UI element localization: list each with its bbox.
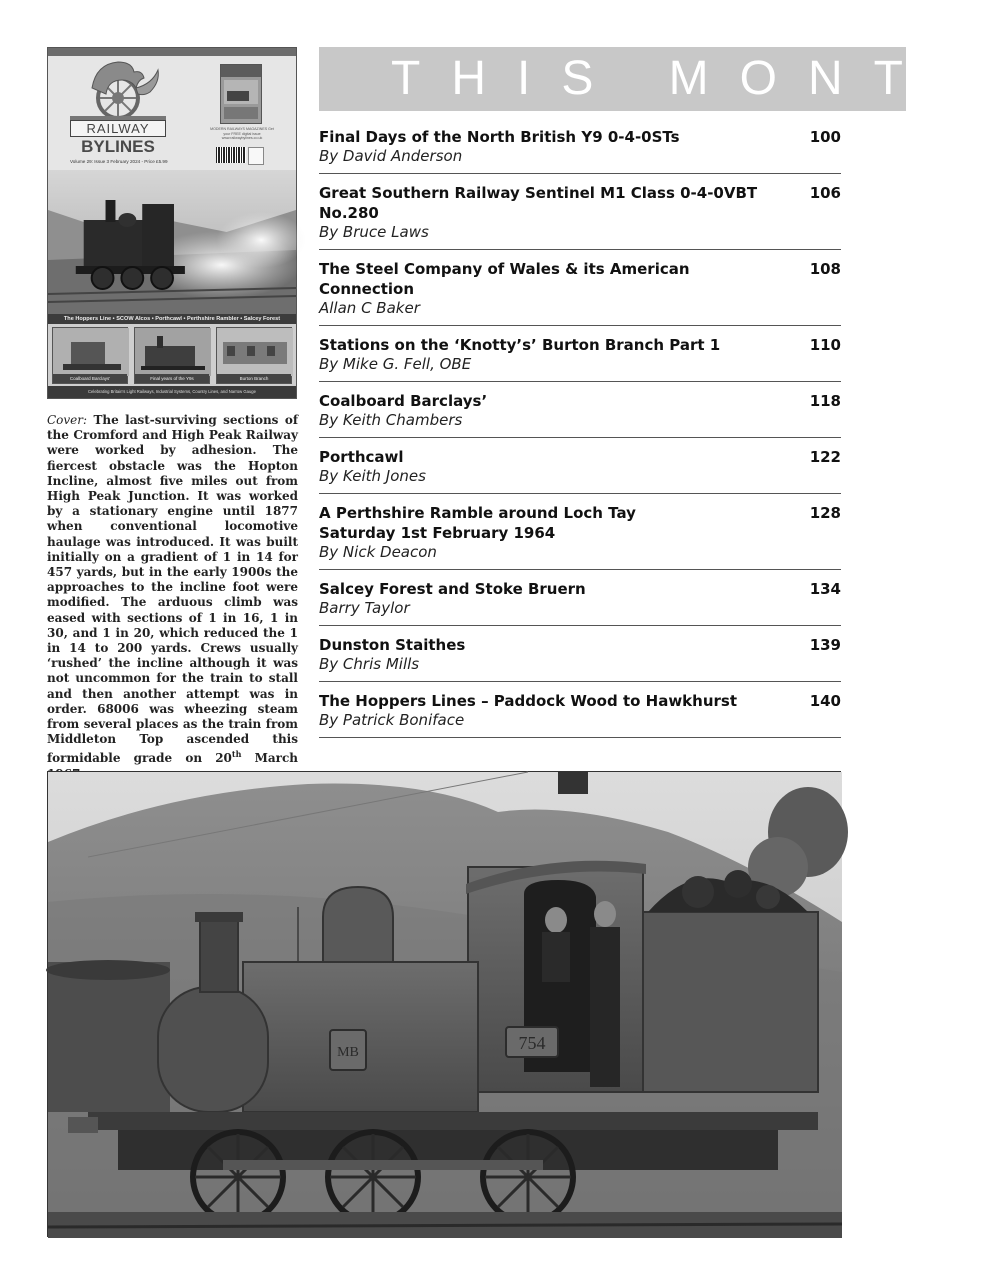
promo-text: MODERN RAILWAYS MAGAZINES Get your FREE digital issue www.railwaybylines.co.uk (210, 127, 274, 141)
cover-tagline: Celebrating Britain's Light Railways, Industrial Systems, Country Lines, and Narrow Gauge (48, 386, 296, 398)
article-author: By Keith Chambers (319, 411, 463, 429)
masthead-title: RAILWAY BYLINES (70, 120, 166, 156)
contents-entry[interactable] (319, 250, 841, 326)
article-author: By Mike G. Fell, OBE (319, 355, 472, 373)
cover-thumbnail: Burton Branch (216, 327, 292, 384)
cover-thumbnail: Final years of the Y9s (134, 327, 210, 384)
article-title: Coalboard Barclays’ (319, 392, 488, 410)
page-number: 122 (809, 448, 841, 466)
article-title: Porthcawl (319, 448, 404, 466)
lion-logo (62, 58, 172, 122)
article-title: Dunston Staithes (319, 636, 466, 654)
article-author: By Bruce Laws (319, 223, 429, 241)
cover-caption (47, 413, 298, 782)
contents-entry[interactable] (319, 682, 841, 738)
number-plate-text: 754 (518, 1033, 546, 1053)
contents-entry[interactable] (319, 626, 841, 682)
article-title: The Steel Company of Wales & its American Connection (319, 260, 690, 298)
contents-entry[interactable] (319, 118, 841, 174)
article-title: Salcey Forest and Stoke Bruern (319, 580, 586, 598)
contents-entry[interactable] (319, 174, 841, 250)
barcode (216, 147, 246, 163)
page-number: 118 (809, 392, 841, 410)
page-number: 110 (809, 336, 841, 354)
page-number: 140 (809, 692, 841, 710)
smokebox-plate-text: MB (337, 1045, 359, 1060)
page-number: 108 (809, 260, 841, 278)
contents-entry[interactable] (319, 382, 841, 438)
article-title: Great Southern Railway Sentinel M1 Class 0-4-0VBT No.280 (319, 184, 758, 222)
page-number: 100 (809, 128, 841, 146)
cover-thumbnails (52, 327, 292, 384)
article-author: By Keith Jones (319, 467, 426, 485)
article-author: By David Anderson (319, 147, 463, 165)
section-title: THIS MONTH (391, 52, 1000, 105)
locomotive-photo (47, 771, 841, 1237)
caption-end: March (254, 751, 299, 766)
cover-headline-strip: The Hoppers Line • SCOW Alcos • Porthcawl • Perthshire Rambler • Salcey Forest (48, 314, 296, 324)
this-month-header (319, 47, 1000, 111)
article-title: Final Days of the North British Y9 0-4-0STs (319, 128, 680, 146)
contents-entry[interactable] (319, 494, 841, 570)
contents-entry[interactable] (319, 326, 841, 382)
caption-superscript: th (231, 749, 242, 760)
cover-thumbnail: Coalboard Barclays' (52, 327, 128, 384)
article-title: A Perthshire Ramble around Loch Tay Saturday 1st February 1964 (319, 504, 636, 542)
article-author: Allan C Baker (319, 299, 420, 317)
mini-magazine-image (220, 64, 262, 124)
caption-label: Cover: (47, 413, 88, 427)
locomotive-illustration (48, 772, 842, 1238)
article-author: By Chris Mills (319, 655, 420, 673)
magazine-cover (47, 47, 297, 399)
page-number: 128 (809, 504, 841, 522)
article-title: The Hoppers Lines – Paddock Wood to Hawkhurst (319, 692, 738, 710)
page-number: 134 (809, 580, 841, 598)
cover-masthead (48, 48, 296, 170)
contents-list (319, 118, 841, 738)
article-title: Stations on the ‘Knotty’s’ Burton Branch Part 1 (319, 336, 721, 354)
page-number: 106 (809, 184, 841, 202)
page-number: 139 (809, 636, 841, 654)
contents-entry[interactable] (319, 438, 841, 494)
issue-line: Volume 29: Issue 3 February 2024 - Price £5.99 (70, 159, 168, 164)
cover-photo (48, 170, 296, 314)
contents-entry[interactable] (319, 570, 841, 626)
article-author: By Nick Deacon (319, 543, 437, 561)
publisher-logo (248, 147, 264, 165)
caption-text: The last-surviving sections of the Cromford and High Peak Railway were worked by adhesion. The fiercest obstacle was the Hopton Incline, almost five miles out from High Peak Junction. It was worked by a stationary engine until 1877 when conventional locomotive haulage was introduced. It was built initially on a gradient of 1 in 14 for 457 yards, but in the early 1900s the approaches to the incline foot were modified. The arduous climb was eased with sections of 1 in 16, 1 in 30, and 1 in 20, which reduced the 1 in 14 to 200 yards. Crews usually ‘rushed’ the incline although it was not uncommon for the train to stall and then another attempt was in order. 68006 was wheezing steam from several places as the train from Middleton Top ascended this formidable grade on 20 (47, 413, 298, 766)
article-author: Barry Taylor (319, 599, 410, 617)
article-author: By Patrick Boniface (319, 711, 465, 729)
